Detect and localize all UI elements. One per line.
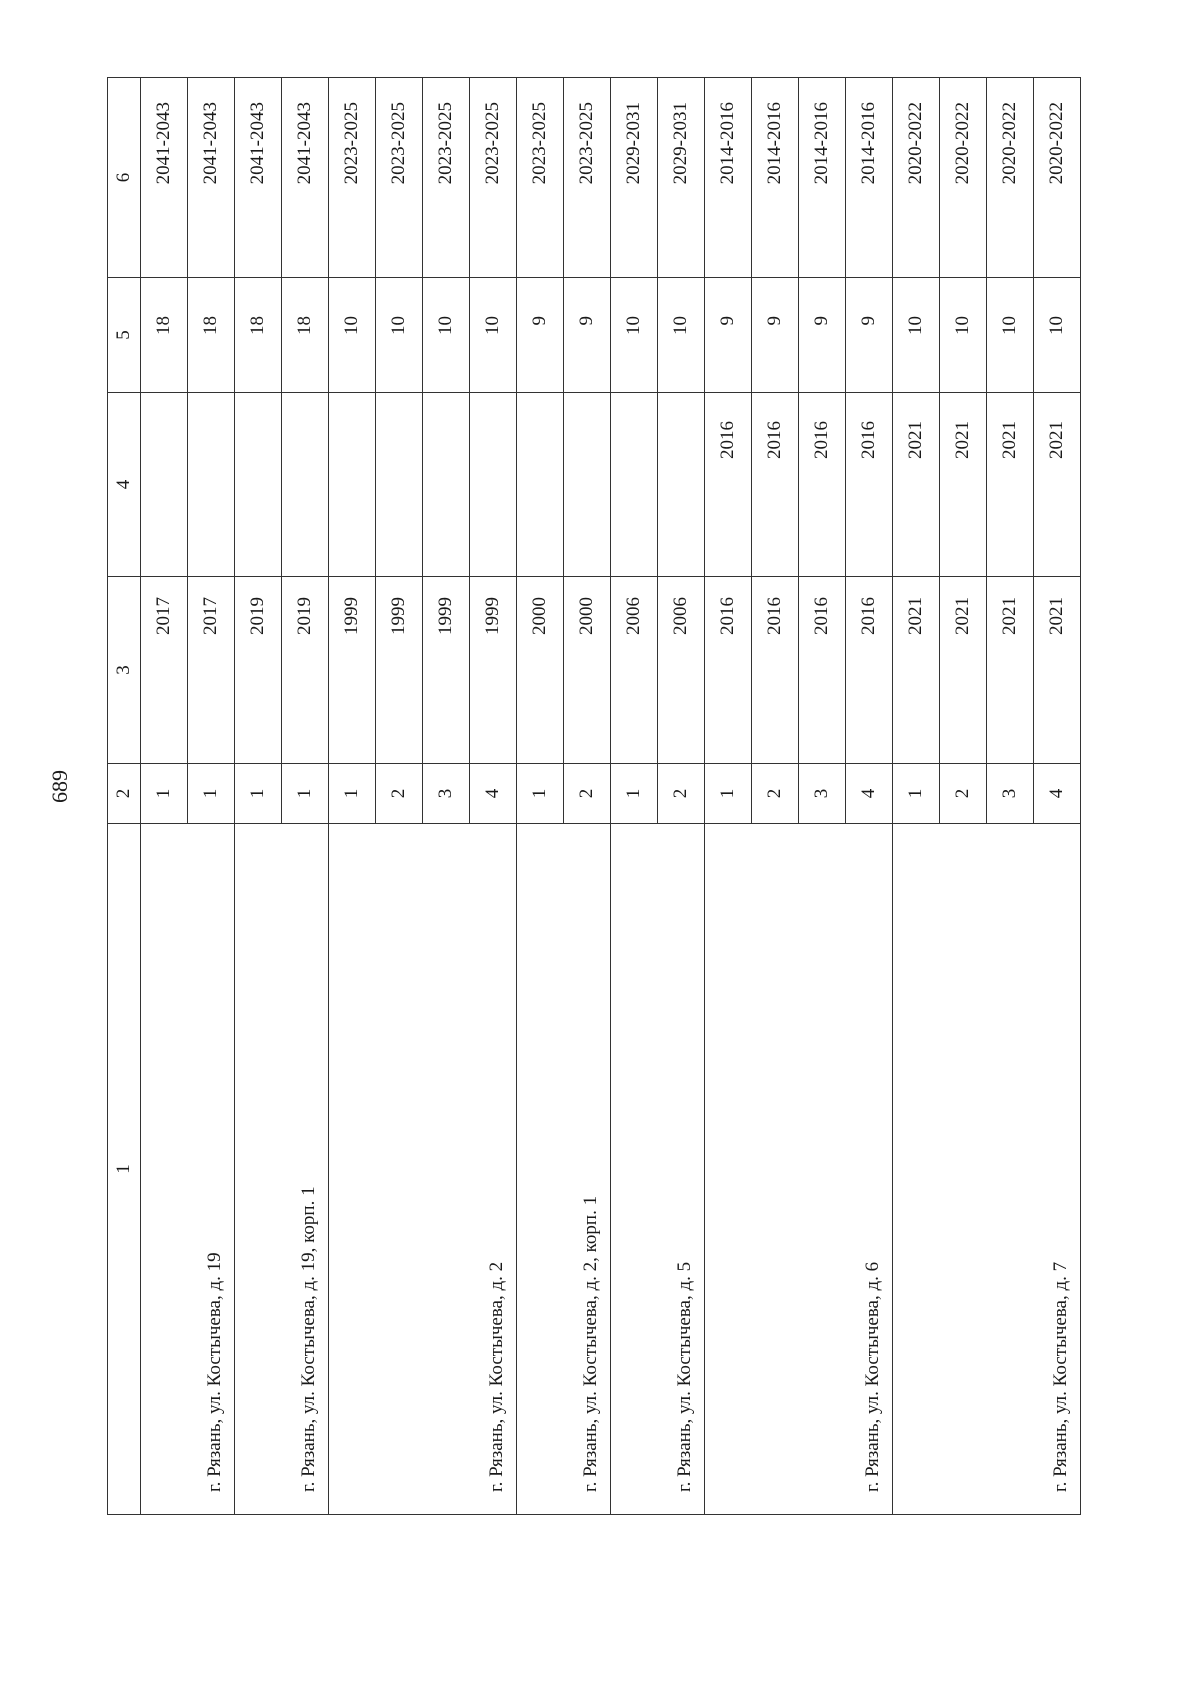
repair-year-cell — [658, 393, 705, 577]
period-cell: 2041-2043 — [141, 78, 188, 278]
repair-year-cell: 2021 — [1034, 393, 1081, 577]
floors-cell: 9 — [799, 278, 846, 393]
floors-cell: 10 — [611, 278, 658, 393]
built-year-cell: 2016 — [799, 577, 846, 764]
built-year-cell: 2000 — [517, 577, 564, 764]
repair-year-cell — [282, 393, 329, 577]
floors-cell: 10 — [658, 278, 705, 393]
address-cell: г. Рязань, ул. Костычева, д. 19, корп. 1 — [235, 824, 329, 1515]
built-year-cell: 2019 — [282, 577, 329, 764]
entrance-cell: 1 — [329, 764, 376, 824]
floors-cell: 9 — [846, 278, 893, 393]
address-cell: г. Рязань, ул. Костычева, д. 2 — [329, 824, 517, 1515]
entrance-cell: 1 — [235, 764, 282, 824]
repair-year-cell: 2016 — [752, 393, 799, 577]
entrance-cell: 1 — [282, 764, 329, 824]
table-row — [235, 78, 282, 1515]
built-year-cell: 2006 — [611, 577, 658, 764]
table-row — [517, 78, 564, 1515]
period-cell: 2041-2043 — [282, 78, 329, 278]
repair-year-cell: 2021 — [987, 393, 1034, 577]
floors-cell: 9 — [517, 278, 564, 393]
entrance-cell: 3 — [423, 764, 470, 824]
entrance-cell: 1 — [611, 764, 658, 824]
entrance-cell: 1 — [893, 764, 940, 824]
period-cell: 2023-2025 — [376, 78, 423, 278]
repair-year-cell — [235, 393, 282, 577]
period-cell: 2014-2016 — [846, 78, 893, 278]
built-year-cell: 2021 — [1034, 577, 1081, 764]
built-year-cell: 2017 — [188, 577, 235, 764]
entrance-cell: 1 — [188, 764, 235, 824]
entrance-cell: 1 — [141, 764, 188, 824]
repair-year-cell: 2016 — [705, 393, 752, 577]
period-cell: 2020-2022 — [987, 78, 1034, 278]
repair-year-cell: 2021 — [940, 393, 987, 577]
entrance-cell: 4 — [1034, 764, 1081, 824]
built-year-cell: 2021 — [987, 577, 1034, 764]
built-year-cell: 2016 — [705, 577, 752, 764]
built-year-cell: 2019 — [235, 577, 282, 764]
table-row — [141, 78, 188, 1515]
repair-year-cell — [376, 393, 423, 577]
header-row — [108, 78, 141, 1515]
address-cell: г. Рязань, ул. Костычева, д. 19 — [141, 824, 235, 1515]
data-table — [107, 77, 1081, 1515]
address-cell: г. Рязань, ул. Костычева, д. 6 — [705, 824, 893, 1515]
built-year-cell: 2017 — [141, 577, 188, 764]
period-cell: 2020-2022 — [1034, 78, 1081, 278]
entrance-cell: 2 — [564, 764, 611, 824]
floors-cell: 10 — [987, 278, 1034, 393]
period-cell: 2023-2025 — [423, 78, 470, 278]
floors-cell: 10 — [423, 278, 470, 393]
entrance-cell: 2 — [376, 764, 423, 824]
floors-cell: 18 — [188, 278, 235, 393]
period-cell: 2023-2025 — [517, 78, 564, 278]
repair-year-cell — [188, 393, 235, 577]
table-container — [107, 78, 1071, 1515]
floors-cell: 10 — [1034, 278, 1081, 393]
period-cell: 2023-2025 — [564, 78, 611, 278]
floors-cell: 9 — [564, 278, 611, 393]
floors-cell: 10 — [940, 278, 987, 393]
header-cell-1: 1 — [108, 824, 141, 1515]
address-cell: г. Рязань, ул. Костычева, д. 2, корп. 1 — [517, 824, 611, 1515]
period-cell: 2014-2016 — [705, 78, 752, 278]
repair-year-cell — [564, 393, 611, 577]
period-cell: 2020-2022 — [940, 78, 987, 278]
built-year-cell: 2021 — [940, 577, 987, 764]
period-cell: 2041-2043 — [235, 78, 282, 278]
period-cell: 2041-2043 — [188, 78, 235, 278]
repair-year-cell: 2021 — [893, 393, 940, 577]
header-cell-5: 5 — [108, 278, 141, 393]
repair-year-cell — [517, 393, 564, 577]
period-cell: 2020-2022 — [893, 78, 940, 278]
entrance-cell: 3 — [799, 764, 846, 824]
entrance-cell: 4 — [470, 764, 517, 824]
built-year-cell: 1999 — [423, 577, 470, 764]
floors-cell: 18 — [282, 278, 329, 393]
floors-cell: 18 — [141, 278, 188, 393]
entrance-cell: 2 — [658, 764, 705, 824]
period-cell: 2029-2031 — [611, 78, 658, 278]
period-cell: 2014-2016 — [799, 78, 846, 278]
address-cell: г. Рязань, ул. Костычева, д. 7 — [893, 824, 1081, 1515]
repair-year-cell: 2016 — [799, 393, 846, 577]
repair-year-cell — [470, 393, 517, 577]
built-year-cell: 2006 — [658, 577, 705, 764]
page-number: 689 — [47, 770, 72, 803]
header-cell-4: 4 — [108, 393, 141, 577]
period-cell: 2029-2031 — [658, 78, 705, 278]
entrance-cell: 2 — [940, 764, 987, 824]
built-year-cell: 1999 — [376, 577, 423, 764]
floors-cell: 10 — [893, 278, 940, 393]
table-row — [893, 78, 940, 1515]
floors-cell: 18 — [235, 278, 282, 393]
built-year-cell: 1999 — [329, 577, 376, 764]
floors-cell: 10 — [376, 278, 423, 393]
address-cell: г. Рязань, ул. Костычева, д. 5 — [611, 824, 705, 1515]
entrance-cell: 1 — [705, 764, 752, 824]
header-cell-6: 6 — [108, 78, 141, 278]
period-cell: 2023-2025 — [329, 78, 376, 278]
period-cell: 2023-2025 — [470, 78, 517, 278]
table-row — [611, 78, 658, 1515]
floors-cell: 9 — [752, 278, 799, 393]
entrance-cell: 3 — [987, 764, 1034, 824]
floors-cell: 10 — [470, 278, 517, 393]
header-cell-2: 2 — [108, 764, 141, 824]
period-cell: 2014-2016 — [752, 78, 799, 278]
entrance-cell: 2 — [752, 764, 799, 824]
built-year-cell: 2016 — [846, 577, 893, 764]
repair-year-cell: 2016 — [846, 393, 893, 577]
repair-year-cell — [141, 393, 188, 577]
repair-year-cell — [423, 393, 470, 577]
repair-year-cell — [611, 393, 658, 577]
built-year-cell: 2000 — [564, 577, 611, 764]
built-year-cell: 2021 — [893, 577, 940, 764]
header-cell-3: 3 — [108, 577, 141, 764]
table-row — [329, 78, 376, 1515]
rotated-table — [107, 78, 1071, 1515]
entrance-cell: 4 — [846, 764, 893, 824]
table-row — [705, 78, 752, 1515]
entrance-cell: 1 — [517, 764, 564, 824]
floors-cell: 9 — [705, 278, 752, 393]
built-year-cell: 2016 — [752, 577, 799, 764]
floors-cell: 10 — [329, 278, 376, 393]
repair-year-cell — [329, 393, 376, 577]
built-year-cell: 1999 — [470, 577, 517, 764]
